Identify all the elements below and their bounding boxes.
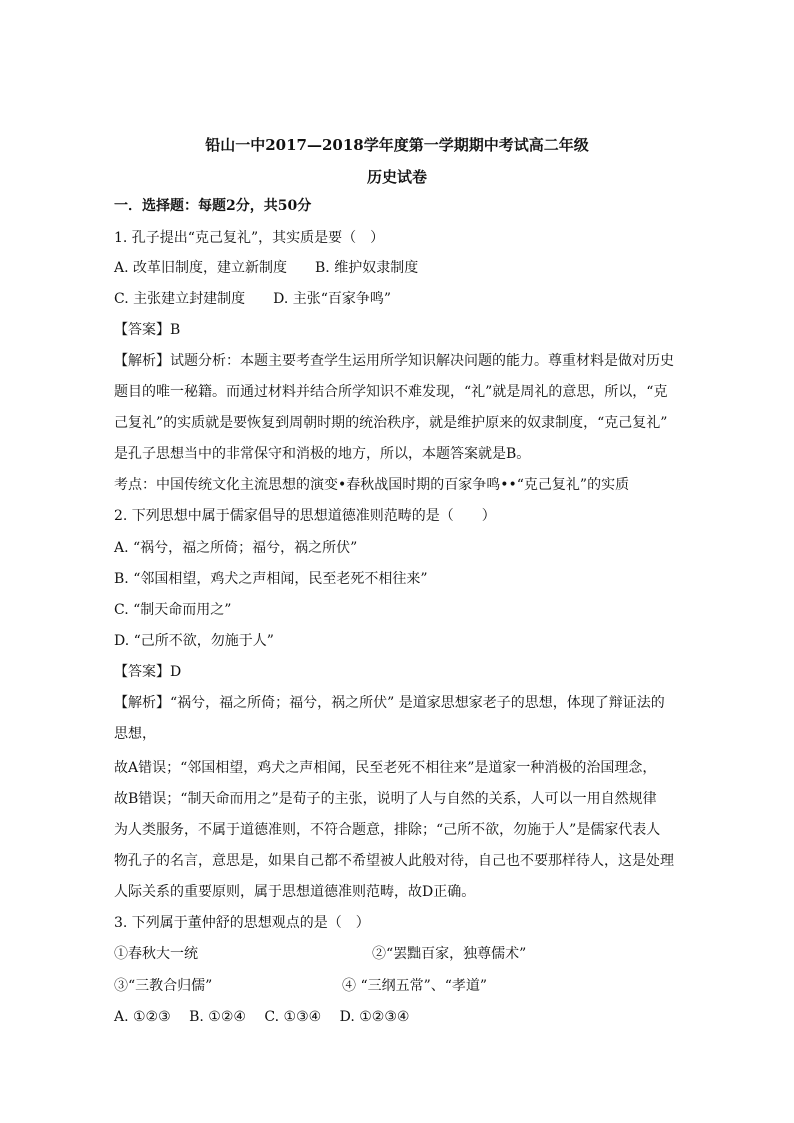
q1-knowledge-point: 考点：中国传统文化主流思想的演变•春秋战国时期的百家争鸣••“克己复礼”的实质 [114, 477, 630, 493]
q1-analysis-line: 【解析】试题分析：本题主要考查学生运用所学知识解决问题的能力。尊重材料是做对历史 [114, 353, 674, 369]
q2-analysis-line: 故A错误；“邻国相望，鸡犬之声相闻，民至老死不相往来”是道家一种消极的治国理念， [114, 760, 657, 776]
q3-item-3: ③“三教合归儒” [114, 978, 213, 994]
q3-item-1: ①春秋大一统 [114, 946, 198, 962]
q2-option-d: D. “己所不欲，勿施于人” [114, 633, 274, 649]
q1-analysis-line: 己复礼”的实质就是要恢复到周朝时期的统治秩序，就是维护原来的奴隶制度，“克己复礼” [114, 415, 668, 431]
q1-analysis-line: 是孔子思想当中的非常保守和消极的地方，所以，本题答案就是B。 [114, 446, 531, 462]
q2-stem: 2. 下列思想中属于儒家倡导的思想道德准则范畴的是（ ） [114, 508, 496, 524]
q3-item-4: ④ “三纲五常”、“孝道” [342, 978, 488, 994]
q2-analysis-line: 思想， [114, 726, 156, 742]
q2-option-c: C. “制天命而用之” [114, 602, 232, 618]
q3-stem: 3. 下列属于董仲舒的思想观点的是（ ） [114, 915, 370, 931]
q3-item-2: ②“罢黜百家，独尊儒术” [372, 946, 527, 962]
q2-option-b: B. “邻国相望，鸡犬之声相闻，民至老死不相往来” [114, 571, 428, 587]
q2-analysis-line: 故B错误；“制天命而用之”是荀子的主张，说明了人与自然的关系，人可以一用自然规律 [114, 791, 657, 807]
q2-analysis-line: 【解析】“祸兮，福之所倚；福兮，祸之所伏” 是道家思想家老子的思想，体现了辩证法的 [114, 695, 665, 711]
q2-option-a: A. “祸兮，福之所倚；福兮，祸之所伏” [114, 540, 358, 556]
section-heading: 一．选择题：每题2分，共50分 [114, 198, 312, 214]
q2-answer: 【答案】D [114, 664, 182, 680]
q1-options-ab: A. 改革旧制度，建立新制度 B. 维护奴隶制度 [114, 260, 419, 276]
q2-analysis-line: 为人类服务，不属于道德准则，不符合题意，排除；“己所不欲，勿施于人”是儒家代表人 [114, 822, 661, 838]
q2-analysis-line: 人际关系的重要原则，属于思想道德准则范畴，故D正确。 [114, 884, 476, 900]
q3-options: A. ①②③ B. ①②④ C. ①③④ D. ①②③④ [114, 1009, 410, 1025]
document-title: 铅山一中2017—2018学年度第一学期期中考试高二年级 [205, 136, 589, 154]
q1-options-cd: C. 主张建立封建制度 D. 主张“百家争鸣” [114, 291, 392, 307]
q1-answer: 【答案】B [114, 322, 181, 338]
q1-stem: 1. 孔子提出“克己复礼”，其实质是要（ ） [114, 230, 385, 246]
document-subtitle: 历史试卷 [366, 168, 427, 186]
q1-analysis-line: 题目的唯一秘籍。而通过材料并结合所学知识不难发现，“礼”就是周礼的意思，所以，“克 [114, 384, 668, 400]
q2-analysis-line: 物孔子的名言，意思是，如果自己都不希望被人此般对待，自己也不要那样待人，这是处理 [114, 853, 674, 869]
